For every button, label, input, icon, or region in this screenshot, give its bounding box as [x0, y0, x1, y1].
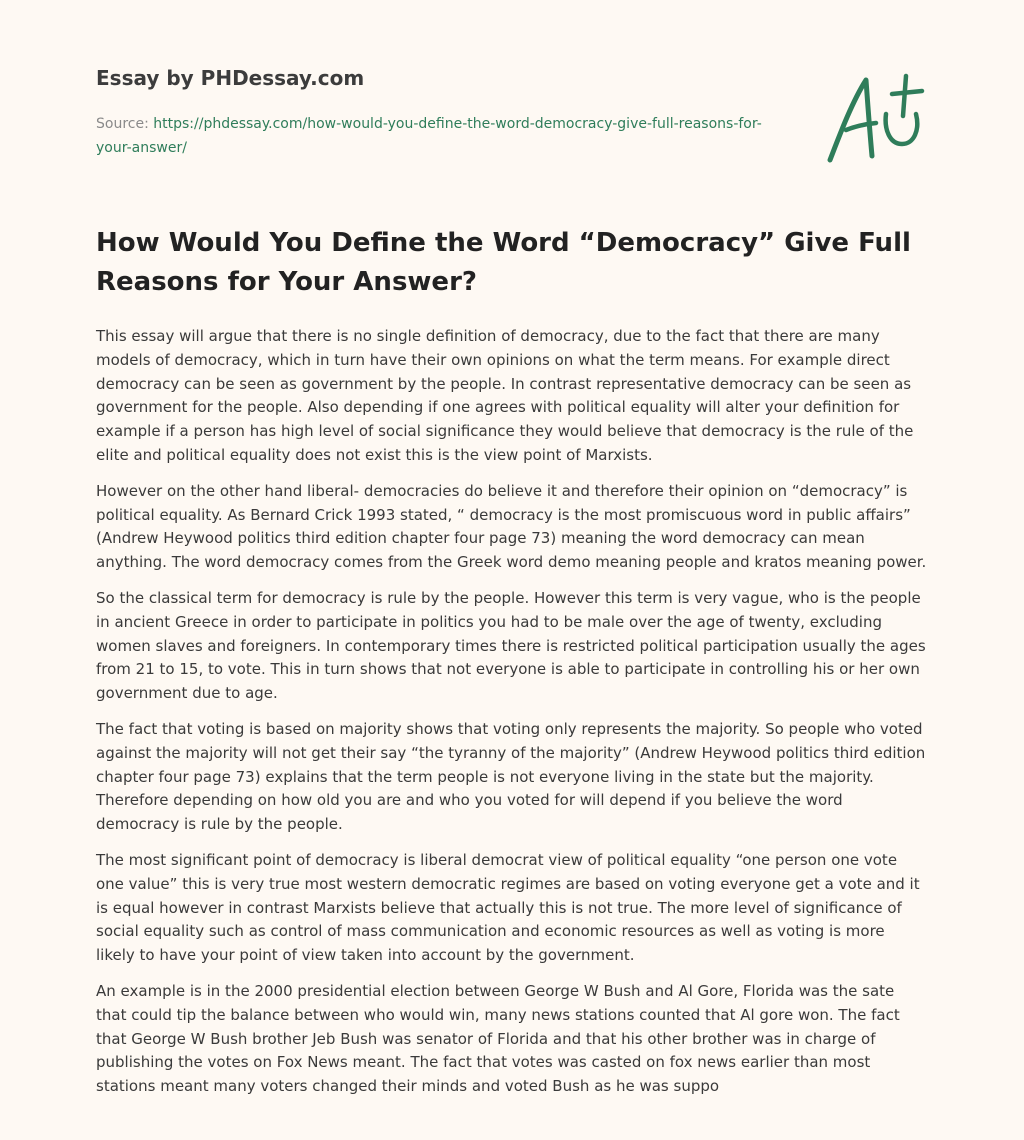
a-plus-logo-icon — [816, 68, 928, 168]
essay-paragraph: However on the other hand liberal- democracies do believe it and therefore their opinion on “democracy” is political equality. As Bernard Crick 1993 stated, “ democracy is the most promiscuous word in public affairs” (Andrew Heywood politics third edition chapter four page 73) meaning the word democracy can mean anything. The word democracy comes from the Greek word demo meaning people and kratos meaning power. — [96, 481, 927, 572]
essay-paragraph: The most significant point of democracy is liberal democrat view of political equality “one person one vote one value” this is very true most western democratic regimes are based on voting everyone get a vote and it is equal however in contrast Marxists believe that actually this is not true. The more level of significance of social equality such as control of mass communication and economic resources as well as voting is more likely to have your point of view taken into account by the government. — [96, 850, 920, 965]
site-title: Essay by PHDessay.com — [96, 66, 365, 90]
source-label: Source: — [96, 116, 149, 132]
essay-paragraph: An example is in the 2000 presidential election between George W Bush and Al Gore, Florida was the sate that could tip the balance between who would win, many news stations counted that Al gore won. The fact that George W Bush brother Jeb Bush was senator of Florida and that his other brother was in charge of publishing the votes on Fox News meant. The fact that votes was casted on fox news earlier than most stations meant many voters changed their minds and voted Bush as he was suppo — [96, 981, 900, 1096]
essay-paragraph: The fact that voting is based on majority shows that voting only represents the majority. So people who voted against the majority will not get their say “the tyranny of the majority” (Andrew Heywood politics third edition chapter four page 73) explains that the term people is not everyone living in the state but the majority. Therefore depending on how old you are and who you voted for will depend if you believe the word democracy is rule by the people. — [96, 719, 926, 834]
source-link[interactable]: https://phdessay.com/how-would-you-define-the-word-democracy-give-full-reasons-for-your-answer/ — [96, 116, 762, 156]
essay-paragraph: So the classical term for democracy is rule by the people. However this term is very vague, who is the people in ancient Greece in order to participate in politics you had to be male over the age of twenty, excluding women slaves and foreigners. In contemporary times there is restricted political participation usually the ages from 21 to 15, to vote. This in turn shows that not everyone is able to participate in controlling his or her own government due to age. — [96, 588, 926, 703]
header — [96, 64, 928, 174]
essay-paragraph: This essay will argue that there is no single definition of democracy, due to the fact that there are many models of democracy, which in turn have their own opinions on what the term means. For example direct democracy can be seen as government by the people. In contrast representative democracy can be seen as government for the people. Also depending if one agrees with political equality will alter your definition for example if a person has high level of social significance they would believe that democracy is the rule of the elite and political equality does not exist this is the view point of Marxists. — [96, 327, 914, 464]
essay-body — [96, 325, 928, 1111]
essay-title: How Would You Define the Word “Democracy” Give Full Reasons for Your Answer? — [96, 228, 911, 297]
essay-page — [96, 0, 928, 1140]
source-line — [96, 112, 776, 160]
